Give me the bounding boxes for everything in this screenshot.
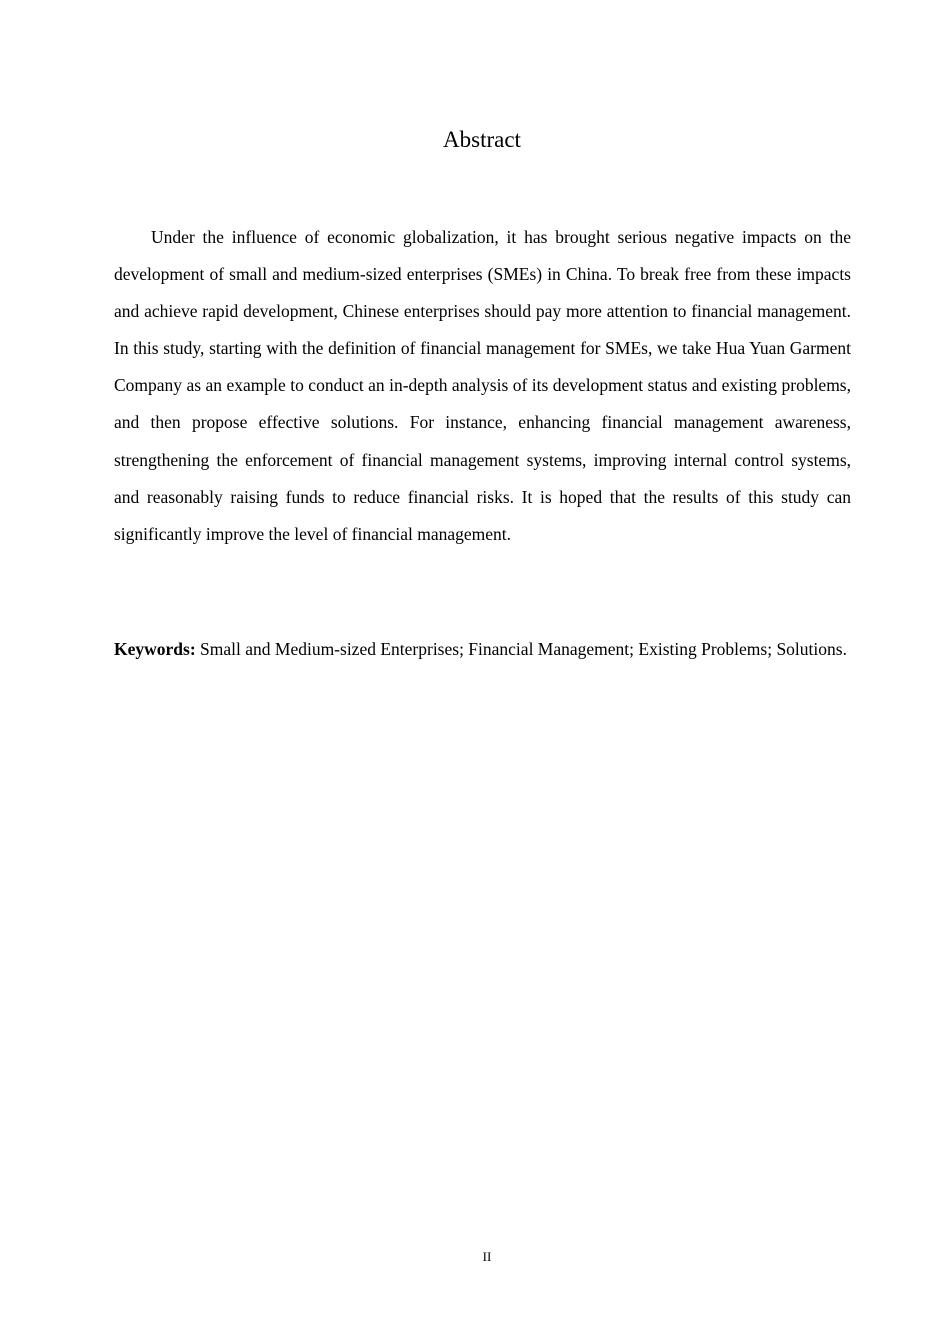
keywords-paragraph <box>114 632 851 666</box>
keywords-label: Keywords: <box>114 639 196 659</box>
abstract-body: Under the influence of economic globalization, it has brought serious negative impacts on the development of small and medium-sized enterprises (SMEs) in China. To break free from these impacts and achieve rapid development, Chinese enterprises should pay more attention to financial management. In this study, starting with the definition of financial management for SMEs, we take Hua Yuan Garment Company as an example to conduct an in-depth analysis of its development status and existing problems, and then propose effective solutions. For instance, enhancing financial management awareness, strengthening the enforcement of financial management systems, improving internal control systems, and reasonably raising funds to reduce financial risks. It is hoped that the results of this study can significantly improve the level of financial management. <box>114 227 851 544</box>
abstract-title: Abstract <box>443 127 521 152</box>
page-number: II <box>482 1249 492 1264</box>
keywords-text: Small and Medium-sized Enterprises; Financial Management; Existing Problems; Solutions. <box>195 639 847 659</box>
